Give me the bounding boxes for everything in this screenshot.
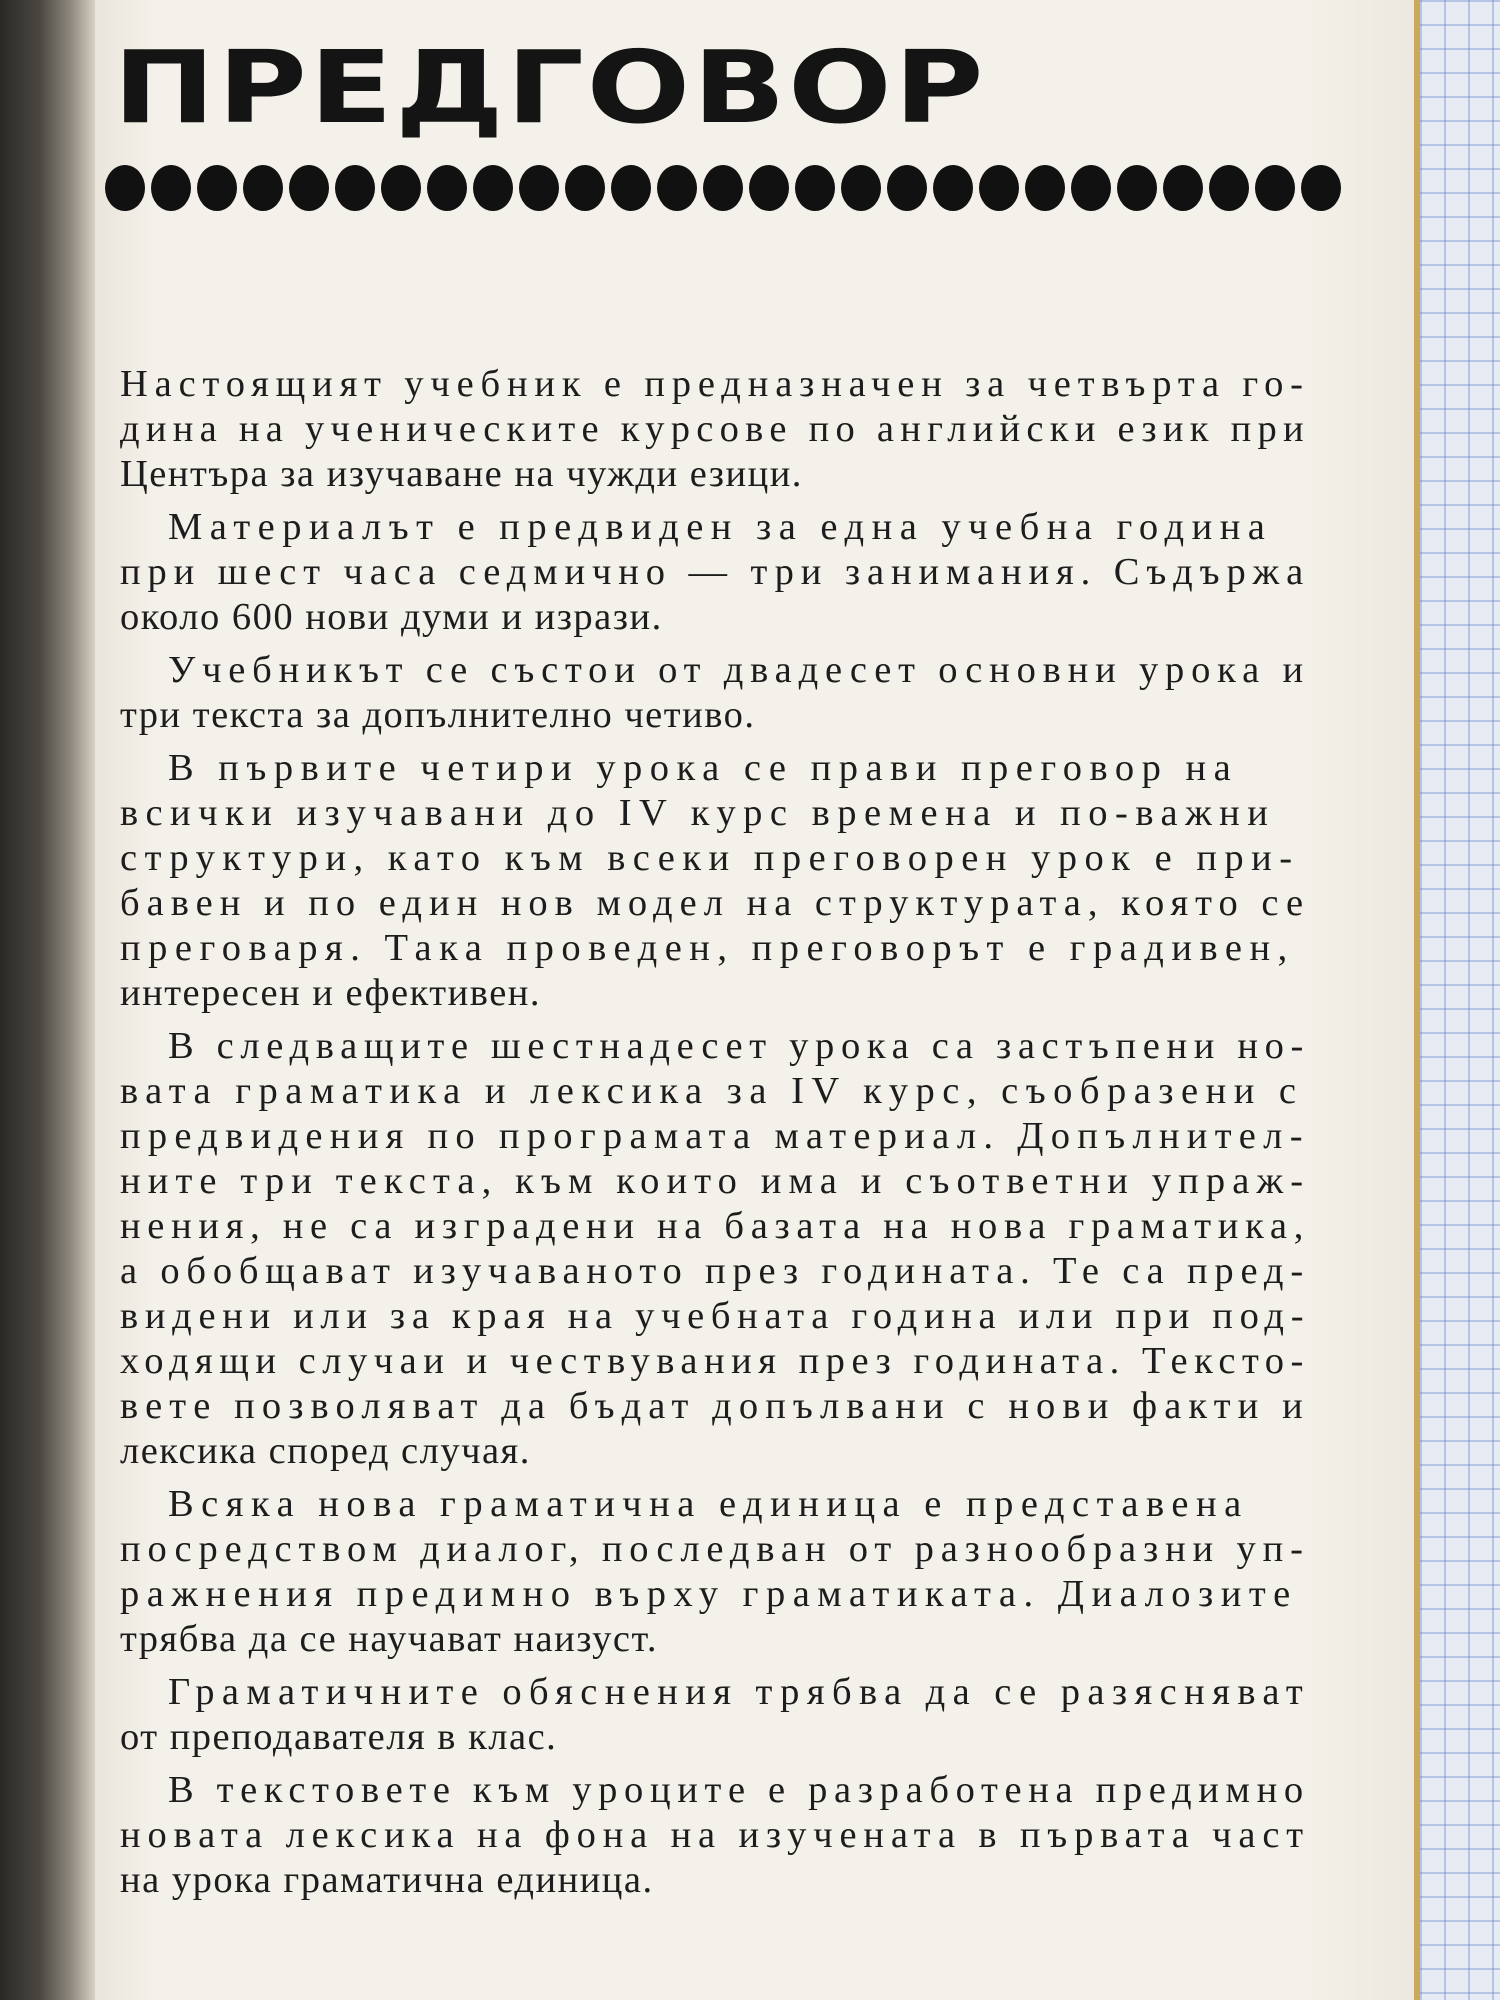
text-line: В текстовете към уроците е разработена предимно [168, 1769, 1310, 1811]
decorative-dot [381, 165, 421, 211]
decorative-dot [335, 165, 375, 211]
text-line: посредством диалог, последван от разнообразни уп- [120, 1528, 1310, 1570]
paragraph [120, 1482, 1310, 1662]
decorative-dot [427, 165, 467, 211]
decorative-dot [611, 165, 651, 211]
text-line: преговаря. Така проведен, преговорът е градивен, [120, 927, 1295, 969]
decorative-dot [243, 165, 283, 211]
opposite-page-edge [1414, 0, 1500, 2000]
decorative-dot [749, 165, 789, 211]
text-line: Граматичните обяснения трябва да се разясняват [168, 1671, 1311, 1713]
decorative-dot [703, 165, 743, 211]
text-line: на урока граматична единица. [120, 1859, 654, 1901]
decorative-dot [933, 165, 973, 211]
decorative-dot [841, 165, 881, 211]
text-line: дина на ученическите курсове по английски език при [120, 408, 1310, 450]
book-gutter [0, 0, 95, 2000]
preface-body [120, 362, 1310, 1911]
text-line: вете позволяват да бъдат допълвани с нови факти и [120, 1385, 1310, 1427]
paragraph [120, 746, 1310, 1016]
decorative-dot-row [105, 165, 1341, 211]
text-line: В следващите шестнадесет урока са застъпени но- [168, 1025, 1311, 1067]
text-line: В първите четири урока се прави преговор на [168, 747, 1239, 789]
text-line: нения, не са изградени на базата на нова граматика, [120, 1205, 1311, 1247]
decorative-dot [151, 165, 191, 211]
text-line: вата граматика и лексика за IV курс, съобразени с [120, 1070, 1304, 1112]
decorative-dot [1301, 165, 1341, 211]
paragraph [120, 505, 1310, 640]
text-line: три текста за допълнително четиво. [120, 694, 756, 736]
decorative-dot [1025, 165, 1065, 211]
text-line: Всяка нова граматична единица е представена [168, 1483, 1249, 1525]
book-page [95, 0, 1420, 2000]
text-line: новата лексика на фона на изучената в първата част [120, 1814, 1310, 1856]
paragraph [120, 1024, 1310, 1474]
decorative-dot [519, 165, 559, 211]
decorative-dot [1255, 165, 1295, 211]
text-line: предвидения по програмата материал. Допълнител- [120, 1115, 1310, 1157]
text-line: Материалът е предвиден за една учебна година [168, 506, 1273, 548]
text-line: трябва да се научават наизуст. [120, 1618, 659, 1660]
decorative-dot [1209, 165, 1249, 211]
decorative-dot [657, 165, 697, 211]
decorative-dot [1071, 165, 1111, 211]
text-line: ните три текста, към които има и съответни упраж- [120, 1160, 1311, 1202]
decorative-dot [105, 165, 145, 211]
text-line: от преподавателя в клас. [120, 1716, 558, 1758]
paragraph [120, 362, 1310, 497]
decorative-dot [1163, 165, 1203, 211]
text-line: а обобщават изучаваното през годината. Те са пред- [120, 1250, 1310, 1292]
decorative-dot [979, 165, 1019, 211]
decorative-dot [1117, 165, 1157, 211]
decorative-dot [289, 165, 329, 211]
decorative-dot [565, 165, 605, 211]
page-title: ПРЕДГОВОР [113, 29, 987, 146]
text-line: структури, като към всеки преговорен урок е при- [120, 837, 1300, 879]
decorative-dot [473, 165, 513, 211]
text-line: Настоящият учебник е предназначен за четвърта го- [120, 363, 1310, 405]
text-line: интересен и ефективен. [120, 972, 542, 1014]
text-line: при шест часа седмично — три занимания. Съдържа [120, 551, 1311, 593]
paragraph [120, 648, 1310, 738]
text-line: всички изучавани до IV курс времена и по-важни [120, 792, 1276, 834]
paragraph [120, 1670, 1310, 1760]
decorative-dot [197, 165, 237, 211]
decorative-dot [887, 165, 927, 211]
decorative-dot [795, 165, 835, 211]
text-line: Учебникът се състои от двадесет основни урока и [168, 649, 1310, 691]
text-line: ходящи случаи и чествувания през годината. Тексто- [120, 1340, 1310, 1382]
text-line: Центъра за изучаване на чужди езици. [120, 453, 803, 495]
text-line: видени или за края на учебната година или при под- [120, 1295, 1311, 1337]
paragraph [120, 1768, 1310, 1903]
text-line: бавен и по един нов модел на структурата, която се [120, 882, 1311, 924]
text-line: ражнения предимно върху граматиката. Диалозите [120, 1573, 1298, 1615]
text-line: лексика според случая. [120, 1430, 531, 1472]
text-line: около 600 нови думи и изрази. [120, 596, 663, 638]
